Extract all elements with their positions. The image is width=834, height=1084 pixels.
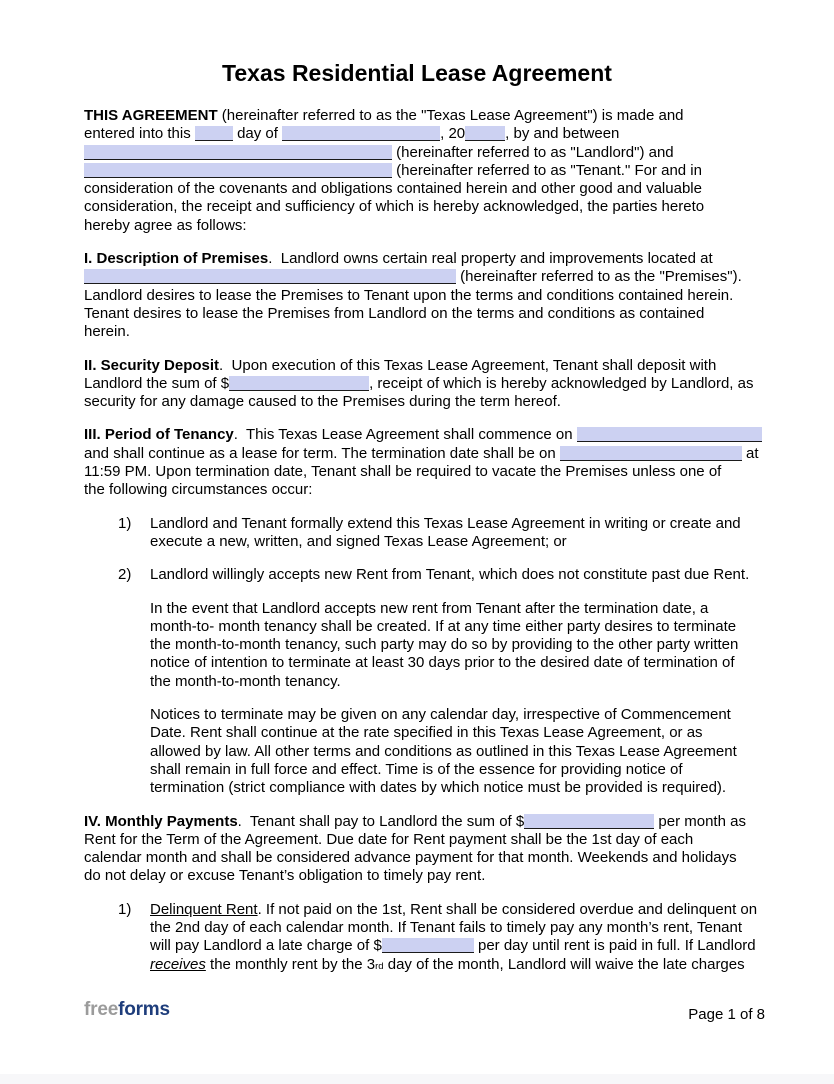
text-line bbox=[84, 813, 790, 831]
ordinal-suffix: rd bbox=[375, 960, 384, 972]
text-line: execute a new, written, and signed Texas Lease Agreement; or bbox=[150, 532, 567, 550]
list-item-number: 2) bbox=[118, 566, 132, 584]
year-field[interactable] bbox=[465, 126, 505, 141]
text-segment: (hereinafter referred to as "Tenant." For and in bbox=[392, 161, 702, 179]
text-line bbox=[84, 125, 790, 143]
text-line: notice of intention to terminate at least 30 days prior to the desired date of termination of bbox=[150, 654, 735, 672]
list-item-number: 1) bbox=[118, 514, 132, 532]
text-line: the 2nd day of each calendar month. If Tenant fails to timely pay any month’s rent, Tenant bbox=[150, 918, 743, 936]
text-line bbox=[84, 445, 790, 463]
logo-forms-text: forms bbox=[118, 999, 170, 1020]
text-line: Date. Rent shall continue at the rate specified in this Texas Lease Agreement, or as bbox=[150, 724, 703, 742]
text-line: the following circumstances occur: bbox=[84, 481, 313, 499]
commencement-date-field[interactable] bbox=[577, 427, 762, 442]
text-segment: the monthly rent by the 3 bbox=[205, 955, 376, 973]
text-line bbox=[84, 268, 790, 286]
text-segment: will pay Landlord a late charge of $ bbox=[150, 937, 382, 955]
text-line bbox=[150, 956, 790, 976]
logo-free-text: free bbox=[84, 999, 119, 1020]
section-description-of-premises bbox=[84, 250, 790, 341]
section-heading: I. Description of Premises bbox=[84, 250, 269, 268]
month-field[interactable] bbox=[282, 126, 440, 141]
text-segment: . Upon execution of this Texas Lease Agreement, Tenant shall deposit with bbox=[219, 356, 717, 374]
delinquent-rent-label: Delinquent Rent bbox=[150, 900, 258, 918]
notices-to-terminate-paragraph bbox=[150, 706, 790, 797]
text-segment: . If not paid on the 1st, Rent shall be considered overdue and delinquent on bbox=[257, 900, 758, 918]
intro-paragraph bbox=[84, 107, 790, 235]
text-segment: , 20 bbox=[440, 125, 466, 143]
text-segment: (hereinafter referred to as the "Texas Lease Agreement") is made and bbox=[217, 107, 684, 124]
landlord-name-field[interactable] bbox=[84, 145, 392, 160]
list-item-delinquent-rent bbox=[84, 901, 790, 976]
text-line: termination (strict compliance with dates by which notice must be provided is required). bbox=[150, 779, 727, 797]
text-segment: per month as bbox=[654, 812, 746, 830]
text-line: Rent for the Term of the Agreement. Due date for Rent payment shall be the 1st day of each bbox=[84, 830, 694, 848]
text-line: herein. bbox=[84, 323, 130, 341]
late-charge-amount-field[interactable] bbox=[382, 938, 474, 953]
text-line: shall remain in full force and effect. Time is of the essence for providing notice of bbox=[150, 760, 683, 778]
text-segment: , by and between bbox=[505, 125, 620, 143]
text-line: hereby agree as follows: bbox=[84, 216, 247, 234]
text-segment: per day until rent is paid in full. If Landlord bbox=[473, 937, 756, 955]
list-item-body bbox=[150, 566, 790, 584]
freeforms-logo bbox=[84, 999, 170, 1021]
text-line: Landlord willingly accepts new Rent from Tenant, which does not constitute past due Rent. bbox=[150, 566, 750, 584]
list-item-body bbox=[150, 901, 790, 976]
text-line bbox=[84, 250, 790, 268]
section-heading: II. Security Deposit bbox=[84, 356, 220, 374]
section-period-of-tenancy bbox=[84, 426, 790, 499]
text-segment: entered into this bbox=[84, 125, 195, 143]
list-item-body bbox=[150, 515, 790, 552]
text-line bbox=[150, 937, 790, 955]
text-line: the month-to-month tenancy. bbox=[150, 672, 341, 690]
text-segment: at bbox=[741, 444, 759, 462]
text-line: do not delay or excuse Tenant’s obligation to timely pay rent. bbox=[84, 867, 486, 885]
section-heading: III. Period of Tenancy bbox=[84, 426, 234, 444]
text-segment: and shall continue as a lease for term. The termination date shall be on bbox=[84, 444, 560, 462]
page-bottom-edge bbox=[0, 1074, 834, 1084]
month-to-month-paragraph bbox=[150, 600, 790, 691]
text-segment: day of bbox=[232, 125, 283, 143]
agreement-lead: THIS AGREEMENT bbox=[84, 107, 218, 124]
text-segment: , receipt of which is hereby acknowledged by Landlord, as bbox=[369, 374, 754, 392]
text-line: In the event that Landlord accepts new rent from Tenant after the termination date, a bbox=[150, 599, 709, 617]
text-segment: . Tenant shall pay to Landlord the sum of $ bbox=[237, 812, 525, 830]
text-line bbox=[84, 357, 790, 375]
text-segment: day of the month, Landlord will waive the late charges bbox=[383, 955, 745, 973]
document-title: Texas Residential Lease Agreement bbox=[222, 60, 612, 86]
list-item-extend-agreement bbox=[84, 515, 790, 552]
text-line: allowed by law. All other terms and conditions as outlined in this Texas Lease Agreement bbox=[150, 742, 737, 760]
section-heading: IV. Monthly Payments bbox=[84, 812, 238, 830]
text-segment: Landlord the sum of $ bbox=[84, 374, 230, 392]
text-line bbox=[84, 107, 790, 125]
day-field[interactable] bbox=[195, 126, 233, 141]
document-body bbox=[84, 107, 790, 976]
tenant-name-field[interactable] bbox=[84, 163, 392, 178]
text-line: Landlord and Tenant formally extend this Texas Lease Agreement in writing or create and bbox=[150, 514, 741, 532]
text-line: 11:59 PM. Upon termination date, Tenant shall be required to vacate the Premises unless one of bbox=[84, 463, 722, 481]
security-deposit-amount-field[interactable] bbox=[229, 376, 369, 391]
text-segment: . This Texas Lease Agreement shall commence on bbox=[233, 426, 577, 444]
section-monthly-payments bbox=[84, 813, 790, 886]
text-line bbox=[150, 901, 790, 919]
text-line: consideration of the covenants and obligations contained herein and other good and valuable bbox=[84, 180, 702, 198]
text-line: Tenant desires to lease the Premises from Landlord on the terms and conditions as contained bbox=[84, 304, 705, 322]
text-segment: . Landlord owns certain real property and improvements located at bbox=[268, 250, 713, 268]
text-segment: (hereinafter referred to as the "Premises"). bbox=[456, 268, 742, 286]
section-security-deposit bbox=[84, 357, 790, 412]
text-line bbox=[84, 162, 790, 180]
monthly-rent-amount-field[interactable] bbox=[524, 814, 654, 829]
list-item-accepts-new-rent bbox=[84, 566, 790, 584]
premises-address-field[interactable] bbox=[84, 269, 456, 284]
text-line: consideration, the receipt and sufficiency of which is hereby acknowledged, the parties hereto bbox=[84, 198, 705, 216]
page-number-label: Page 1 of 8 bbox=[688, 1006, 765, 1023]
text-line: Notices to terminate may be given on any calendar day, irrespective of Commencement bbox=[150, 706, 731, 724]
text-line bbox=[84, 375, 790, 393]
text-line bbox=[84, 144, 790, 162]
text-line: calendar month and shall be considered advance payment for that month. Weekends and holidays bbox=[84, 849, 737, 867]
text-line: Landlord desires to lease the Premises to Tenant upon the terms and conditions contained herein. bbox=[84, 286, 734, 304]
text-line: month-to- month tenancy shall be created. If at any time either party desires to terminate bbox=[150, 617, 737, 635]
text-line bbox=[84, 426, 790, 444]
receives-emphasis: receives bbox=[150, 955, 206, 973]
text-line: security for any damage caused to the Premises during the term hereof. bbox=[84, 393, 561, 411]
list-item-number: 1) bbox=[118, 900, 132, 918]
termination-date-field[interactable] bbox=[560, 446, 742, 461]
text-segment: (hereinafter referred to as "Landlord") and bbox=[392, 143, 674, 161]
text-line: the month-to-month tenancy, such party may do so by providing to the other party written bbox=[150, 636, 739, 654]
